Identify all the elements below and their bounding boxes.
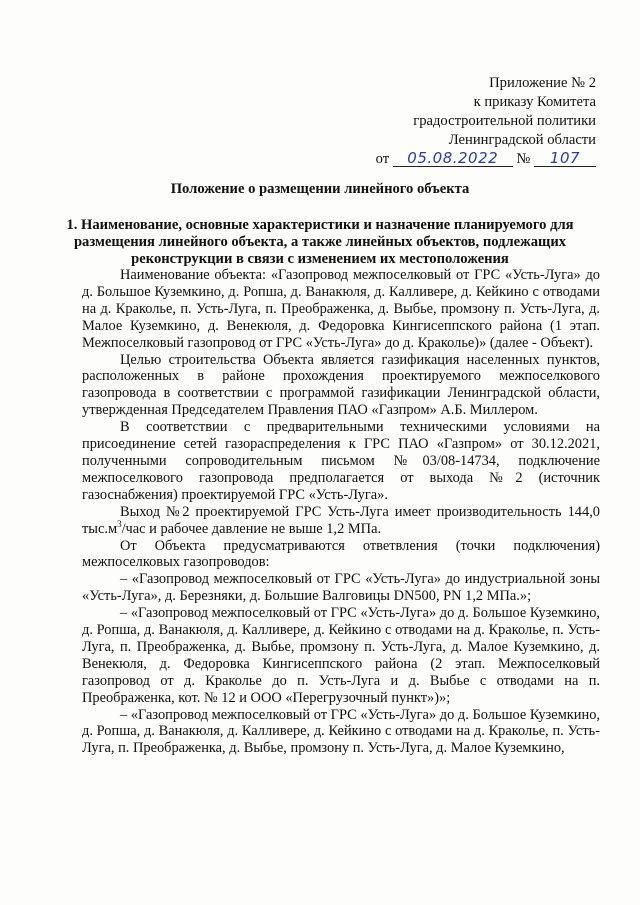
- paragraph-purpose: Целью строительства Объекта является газификация населенных пунктов, расположенных в районе прохождения проектируемого межпоселкового газопровода в соответствии с программой газификации Ленинградской области, утвержденная Председателем Правления ПАО «Газпром» А.Б. Миллером.: [82, 351, 600, 419]
- from-label: от: [375, 151, 390, 167]
- list-item-branch-1: – «Газопровод межпоселковый от ГРС «Усть-Луга» до индустриальной зоны «Усть-Луга», д. Березняки, д. Большие Валговицы DN500, PN 1,2 МПа.»;: [82, 571, 600, 605]
- document-title: Положение о размещении линейного объекта: [170, 181, 470, 197]
- appendix-line-1: Приложение № 2: [489, 75, 596, 91]
- handwritten-number: 107: [534, 150, 596, 167]
- number-label: №: [516, 151, 531, 167]
- paragraph-object-name: Наименование объекта: «Газопровод межпоселковый от ГРС «Усть-Луга» до д. Большое Куземкино, д. Ропша, д. Ванакюля, д. Калливере, д. Кейкино с отводами на д. Краколье, п. Усть-Луга, п. Преображенка, д. Выбье, промзону п. Усть-Луга, д. Малое Куземкино, д. Венекюля, д. Федоровка Кингисеппского района (1 этап. Межпоселковый газопровод от ГРС «Усть-Луга» до д. Краколье)» (далее - Объект).: [82, 267, 600, 351]
- order-date-number-line: [296, 150, 596, 170]
- paragraph-branches-intro: От Объекта предусматриваются ответвления (точки подключения) межпоселковых газопроводов:: [82, 537, 600, 571]
- section-heading: 1. Наименование, основные характеристики и назначение планируемого для размещения линейного объекта, а также линейных объектов, подлежащих реконструкции в связи с изменением их местоположения: [66, 217, 574, 267]
- list-item-branch-3: – «Газопровод межпоселковый от ГРС «Усть-Луга» до д. Большое Куземкино, д. Ропша, д. Ванакюля, д. Калливере, д. Кейкино с отводами на д. Краколье, п. Усть-Луга, п. Преображенка, д. Выбье, промзону п. Усть-Луга, д. Малое Куземкино,: [82, 706, 600, 757]
- capacity-text-b: /час и рабочее давление не выше 1,2 МПа.: [121, 520, 382, 537]
- appendix-header: [296, 74, 596, 170]
- capacity-text-a: Выход №2 проектируемой ГРС Усть-Луга имеет производительность 144,0 тыс.м: [82, 503, 600, 537]
- section-body: [82, 267, 600, 757]
- appendix-line-4: Ленинградской области: [448, 132, 596, 148]
- handwritten-date: 05.08.2022: [393, 150, 513, 167]
- paragraph-capacity: [82, 504, 600, 538]
- appendix-line-2: к приказу Комитета: [473, 94, 596, 110]
- paragraph-technical-conditions: В соответствии с предварительными техническими условиями на присоединение сетей газораспределения к ГРС ПАО «Газпром» от 30.12.2021, полученными сопроводительным письмом №03/08-14734, подключение межпоселкового газопровода предполагается от выхода №2 (источник газоснабжения) проектируемой ГРС «Усть-Луга».: [82, 419, 600, 503]
- capacity-superscript: 3: [117, 518, 122, 529]
- appendix-line-3: градостроительной политики: [413, 113, 596, 129]
- list-item-branch-2: – «Газопровод межпоселковый от ГРС «Усть-Луга» до д. Большое Куземкино, д. Ропша, д. Ванакюля, д. Калливере, д. Кейкино с отводами на д. Краколье, п. Усть-Луга, п. Преображенка, д. Выбье, промзону п. Усть-Луга, д. Малое Куземкино, д. Венекюля, д. Федоровка Кингисеппского района (2 этап. Межпоселковый газопровод от д. Краколье до п. Усть-Луга и д. Выбье с отводами на п. Преображенка, кот. № 12 и ООО «Перегрузочный пункт»)»;: [82, 605, 600, 706]
